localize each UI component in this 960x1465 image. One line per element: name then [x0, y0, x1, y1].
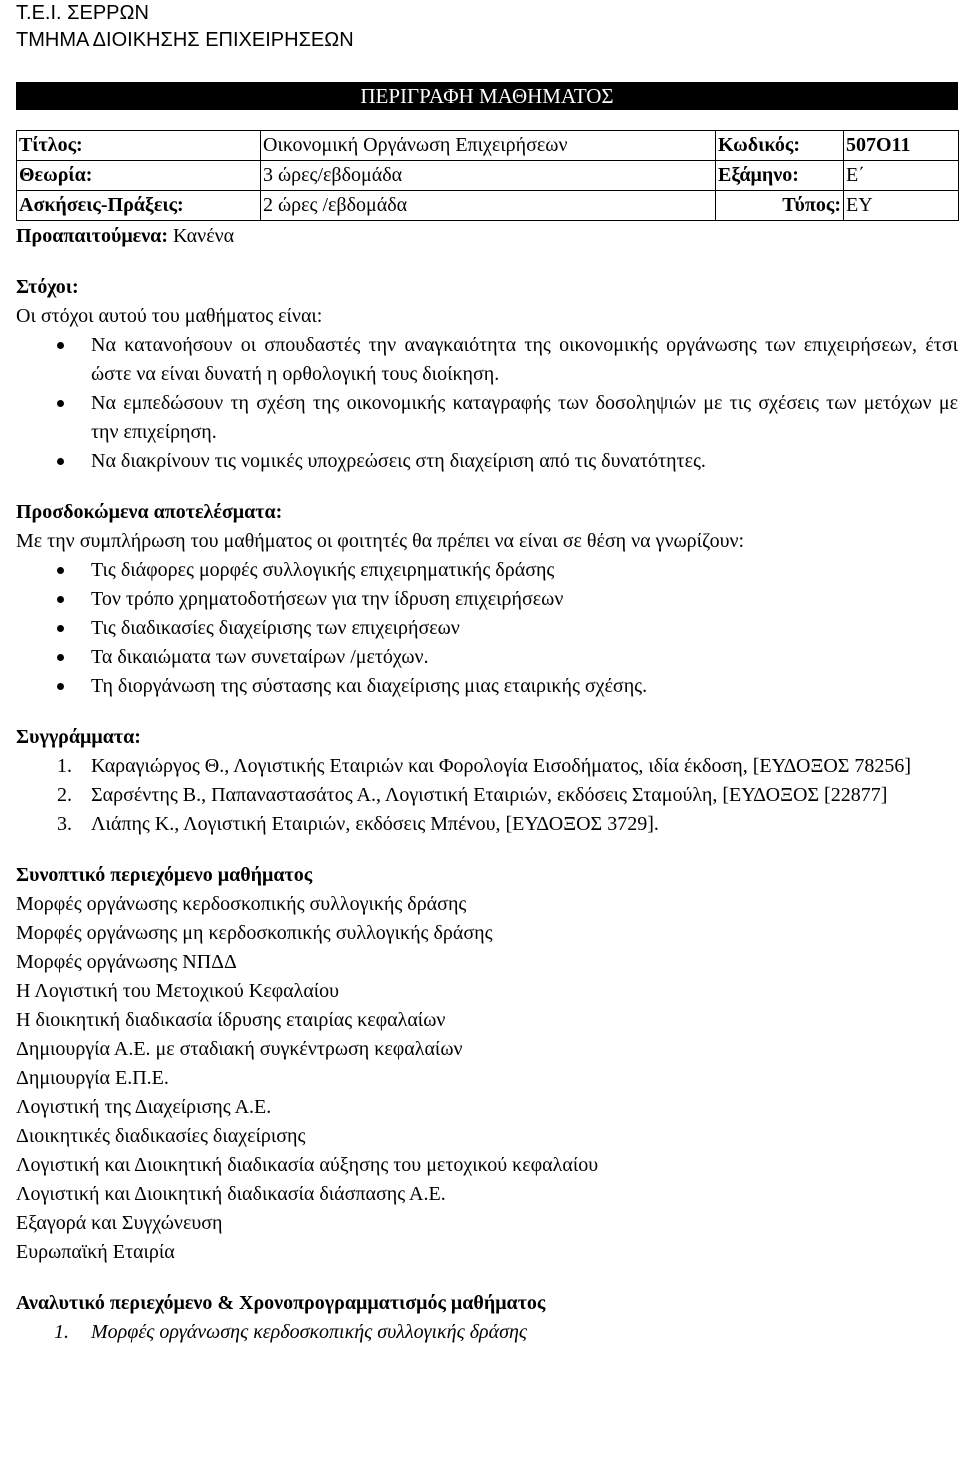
list-item: Να κατανοήσουν οι σπουδαστές την αναγκαιότητα της οικονομικής οργάνωσης των επιχειρήσεων, έτσι ώστε να είναι δυνατή η ορθολογική τους διοίκηση. [16, 331, 958, 389]
goals-list [16, 331, 958, 476]
semester-value: Ε΄ [844, 161, 959, 191]
list-item [16, 810, 958, 839]
practice-value: 2 ώρες /εβδομάδα [261, 191, 716, 221]
theory-value: 3 ώρες/εβδομάδα [261, 161, 716, 191]
course-info-table [16, 130, 959, 221]
list-item: Λογιστική και Διοικητική διαδικασία αύξησης του μετοχικού κεφαλαίου [16, 1154, 599, 1176]
type-label: Τύπος: [716, 191, 844, 221]
list-item: Εξαγορά και Συγχώνευση [16, 1212, 223, 1234]
list-item: Τις διαδικασίες διαχείρισης των επιχειρήσεων [16, 614, 958, 643]
goals-section [16, 273, 958, 476]
document-header [16, 0, 958, 54]
table-row [17, 191, 959, 221]
list-number: 3. [57, 813, 72, 835]
department-name: ΤΜΗΜΑ ΔΙΟΙΚΗΣΗΣ ΕΠΙΧΕΙΡΗΣΕΩΝ [16, 29, 354, 51]
books-section [16, 723, 958, 839]
semester-label: Εξάμηνο: [716, 161, 844, 191]
list-item [16, 752, 958, 781]
detailed-heading: Αναλυτικό περιεχόμενο & Χρονοπρογραμματισμός μαθήματος [16, 1292, 546, 1314]
goals-intro: Οι στόχοι αυτού του μαθήματος είναι: [16, 305, 323, 327]
course-description-banner: ΠΕΡΙΓΡΑΦΗ ΜΑΘΗΜΑΤΟΣ [16, 82, 958, 110]
book-entry: Σαρσέντης Β., Παπαναστασάτος Α., Λογιστική Εταιριών, εκδόσεις Σταμούλη, [ΕΥΔΟΞΟΣ [22877] [91, 784, 888, 806]
list-item: Να διακρίνουν τις νομικές υποχρεώσεις στη διαχείριση από τις δυνατότητες. [16, 447, 958, 476]
list-item: Δημιουργία Ε.Π.Ε. [16, 1067, 169, 1089]
list-item: Δημιουργία Α.Ε. με σταδιακή συγκέντρωση κεφαλαίων [16, 1038, 463, 1060]
goals-heading: Στόχοι: [16, 276, 79, 298]
table-row [17, 131, 959, 161]
summary-section [16, 861, 958, 1267]
book-entry: Καραγιώργος Θ., Λογιστικής Εταιριών και Φορολογία Εισοδήματος, ιδία έκδοση, [ΕΥΔΟΞΟΣ 78256] [91, 755, 912, 777]
list-item: Τον τρόπο χρηματοδοτήσεων για την ίδρυση επιχειρήσεων [16, 585, 958, 614]
list-item: Τις διάφορες μορφές συλλογικής επιχειρηματικής δράσης [16, 556, 958, 585]
list-number: 1. [54, 1321, 69, 1343]
list-item: Διοικητικές διαδικασίες διαχείρισης [16, 1125, 306, 1147]
prerequisites [16, 222, 958, 251]
prerequisites-label: Προαπαιτούμενα: [16, 225, 168, 247]
type-value: ΕΥ [844, 191, 959, 221]
list-item: Η διοικητική διαδικασία ίδρυσης εταιρίας κεφαλαίων [16, 1009, 446, 1031]
title-label: Τίτλος: [17, 131, 261, 161]
title-value: Οικονομική Οργάνωση Επιχειρήσεων [261, 131, 716, 161]
list-item: Λογιστική και Διοικητική διαδικασία διάσπασης Α.Ε. [16, 1183, 446, 1205]
theory-label: Θεωρία: [17, 161, 261, 191]
outcomes-heading: Προσδοκώμενα αποτελέσματα: [16, 501, 283, 523]
list-item: Μορφές οργάνωσης ΝΠΔΔ [16, 951, 237, 973]
detailed-item: Μορφές οργάνωσης κερδοσκοπικής συλλογικής δράσης [91, 1321, 527, 1343]
prerequisites-value: Κανένα [167, 225, 235, 247]
practice-label: Ασκήσεις-Πράξεις: [17, 191, 261, 221]
summary-heading: Συνοπτικό περιεχόμενο μαθήματος [16, 864, 313, 886]
books-heading: Συγγράμματα: [16, 726, 141, 748]
code-value: 507Ο11 [844, 131, 959, 161]
list-item [16, 1318, 958, 1347]
list-item: Λογιστική της Διαχείρισης Α.Ε. [16, 1096, 272, 1118]
list-item: Η Λογιστική του Μετοχικού Κεφαλαίου [16, 980, 340, 1002]
list-item: Μορφές οργάνωσης κερδοσκοπικής συλλογικής δράσης [16, 893, 467, 915]
outcomes-section [16, 498, 958, 701]
list-item: Ευρωπαϊκή Εταιρία [16, 1241, 175, 1263]
book-entry: Λιάπης Κ., Λογιστική Εταιριών, εκδόσεις Μπένου, [ΕΥΔΟΞΟΣ 3729]. [91, 813, 659, 835]
code-label: Κωδικός: [716, 131, 844, 161]
list-item: Τα δικαιώματα των συνεταίρων /μετόχων. [16, 643, 958, 672]
list-item: Τη διοργάνωση της σύστασης και διαχείρισης μιας εταιρικής σχέσης. [16, 672, 958, 701]
document-page [16, 0, 958, 1347]
list-number: 1. [57, 755, 72, 777]
list-item: Να εμπεδώσουν τη σχέση της οικονομικής καταγραφής των δοσοληψιών με τις σχέσεις των μετόχων με την επιχείρηση. [16, 389, 958, 447]
list-item: Μορφές οργάνωσης μη κερδοσκοπικής συλλογικής δράσης [16, 922, 493, 944]
list-number: 2. [57, 784, 72, 806]
outcomes-intro: Με την συμπλήρωση του μαθήματος οι φοιτητές θα πρέπει να είναι σε θέση να γνωρίζουν: [16, 530, 745, 552]
institution-name: Τ.Ε.Ι. ΣΕΡΡΩΝ [16, 2, 149, 24]
summary-list [16, 890, 958, 1267]
outcomes-list [16, 556, 958, 701]
books-list [16, 752, 958, 839]
list-item [16, 781, 958, 810]
table-row [17, 161, 959, 191]
detailed-section [16, 1289, 958, 1347]
